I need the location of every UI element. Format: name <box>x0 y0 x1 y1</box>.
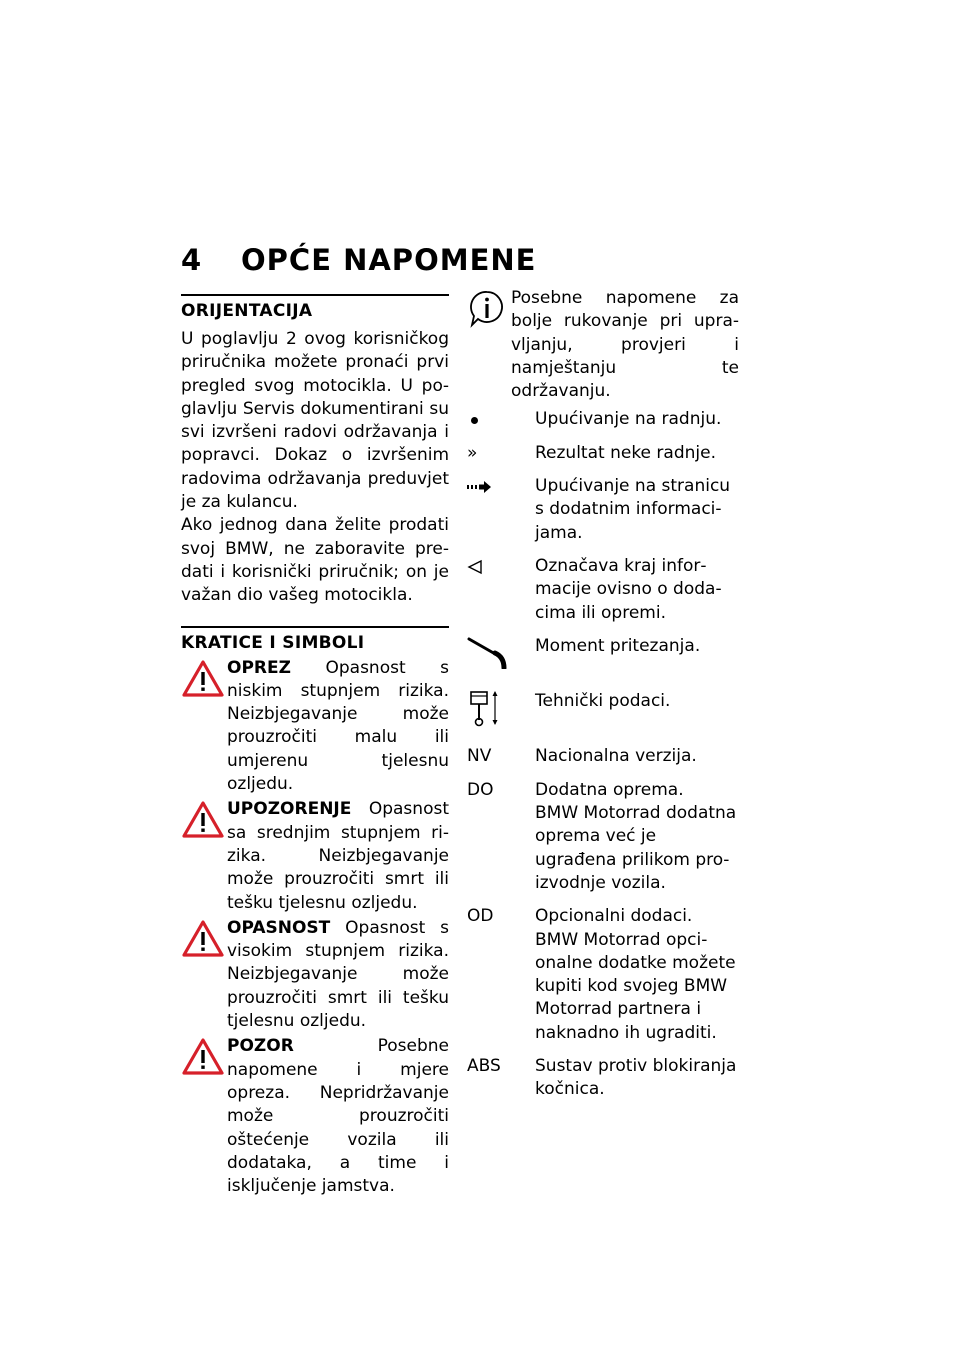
symbol-description: Tehnički podaci. <box>535 691 671 712</box>
info-note-text: Posebne napomene za bolje rukovanje pri upravljanju, provjeri i namještanju te održavanju. <box>511 288 739 402</box>
warning-danger <box>181 917 449 1033</box>
page-title <box>181 243 536 277</box>
symbol-key: OD <box>467 906 494 927</box>
symbol-row <box>467 690 739 735</box>
symbol-key: » <box>467 442 478 463</box>
symbol-row <box>467 475 739 545</box>
symbol-row <box>467 1055 739 1102</box>
page-reference-arrow-icon <box>467 479 495 495</box>
symbol-row <box>467 905 739 1045</box>
warning-keyword: OPASNOST <box>227 917 331 938</box>
technical-data-piston-icon <box>467 690 503 728</box>
warning-triangle-icon <box>181 1037 225 1077</box>
symbol-row <box>467 442 739 465</box>
symbol-key: ABS <box>467 1056 501 1077</box>
symbol-description: Rezultat neke radnje. <box>535 442 716 463</box>
warning-text: Opasnost sa srednjim stupnjem rizika. Neizbjegavanje može prouzročiti smrt ili tešku tjelesnu ozljedu. <box>227 799 449 913</box>
right-column <box>467 287 739 1102</box>
warning-triangle-icon <box>181 659 225 699</box>
warning-keyword: OPREZ <box>227 657 291 678</box>
warning-warning <box>181 798 449 914</box>
orientation-paragraph-1: U poglavlju 2 ovog korisničkog priručnika možete pronaći prvi pregled svog motocikla. U poglavlju Servis dokumentirani su svi izvršeni radovi održavanja i popravci. Dokaz o izvršenim radovima održavanja preduvjet je za kulancu. <box>181 329 449 513</box>
symbol-key: NV <box>467 746 492 767</box>
symbol-row <box>467 555 739 625</box>
symbol-detail: BMW Motorrad opcionalne dodatke možete kupiti kod svojeg BMW Motorrad partnera i naknadno ih ugraditi. <box>535 929 736 1043</box>
symbol-row <box>467 745 739 768</box>
warning-keyword: UPOZORENJE <box>227 799 352 820</box>
symbol-key: DO <box>467 779 494 800</box>
symbol-description: Upućivanje na stranicu s dodatnim informacijama. <box>535 476 731 543</box>
symbol-row <box>467 635 739 676</box>
symbol-description: Sustav protiv blokiranja kočnica. <box>535 1056 737 1100</box>
warning-keyword: POZOR <box>227 1036 294 1057</box>
warning-caution <box>181 657 449 797</box>
torque-wrench-icon <box>467 635 509 669</box>
symbol-row <box>467 408 739 431</box>
info-icon <box>469 289 505 329</box>
warning-text: Posebne napomene i mjere opreza. Nepridržavanje može prouzročiti oštećenje vozila ili dodataka, a time i isključenje jamstva. <box>227 1036 449 1197</box>
warning-triangle-icon <box>181 800 225 840</box>
symbol-description: Dodatna oprema. <box>535 779 684 800</box>
symbol-description: Nacionalna verzija. <box>535 746 697 767</box>
section-heading-abbreviations: KRATICE I SIMBOLI <box>181 626 449 654</box>
symbol-description: Opcionalni dodaci. <box>535 906 693 927</box>
symbol-description: Moment pritezanja. <box>535 635 701 656</box>
symbol-description: Upućivanje na radnju. <box>535 409 722 430</box>
symbol-row <box>467 779 739 895</box>
orientation-paragraph-2: Ako jednog dana želite prodati svoj BMW, ne zaboravite predati i korisnički priručnik; on je važan dio vašeg motocikla. <box>181 515 449 606</box>
warning-attention <box>181 1035 449 1198</box>
left-column <box>181 294 449 1198</box>
symbol-detail: BMW Motorrad dodatna oprema već je ugrađena prilikom proizvodnje vozila. <box>535 803 737 893</box>
section-heading-orientation: ORIJENTACIJA <box>181 294 449 322</box>
bullet-icon <box>471 417 478 424</box>
symbol-description: Označava kraj informacije ovisno o dodacima ili opremi. <box>535 555 722 623</box>
warning-text: Opasnost s visokim stupnjem rizika. Neizbjegavanje može prouzročiti smrt ili tešku tjelesnu ozljedu. <box>227 917 449 1032</box>
chapter-title: OPĆE NAPOMENE <box>241 243 537 277</box>
warning-triangle-icon <box>181 919 225 959</box>
warning-text: Opasnost s niskim stupnjem rizika. Neizbjegavanje može prouzročiti malu ili umjerenu tjelesnu ozljedu. <box>227 657 450 795</box>
chapter-number: 4 <box>181 243 203 277</box>
info-note <box>467 287 739 403</box>
end-triangle-icon <box>467 559 483 575</box>
